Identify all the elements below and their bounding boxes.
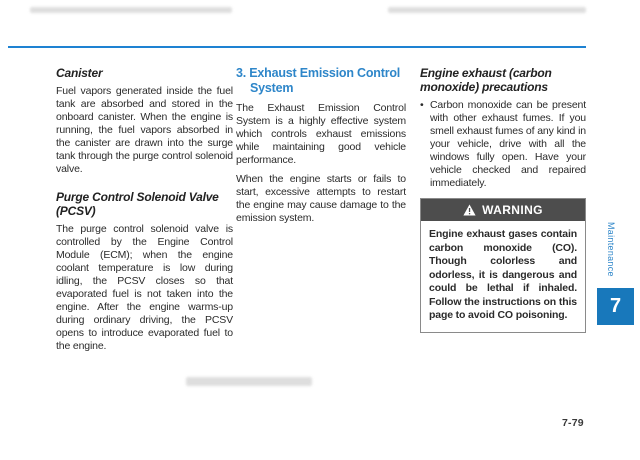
chapter-tab xyxy=(597,288,634,325)
paragraph: The Exhaust Emission Control System is a highly effective system which controls exhaust emissions while maintaining good vehicle performance. xyxy=(236,102,406,166)
warning-triangle-icon xyxy=(463,204,476,216)
section-heading: Canister xyxy=(56,66,103,80)
section-heading: Purge Control Solenoid Valve (PCSV) xyxy=(56,190,219,218)
bullet-text: Carbon monoxide can be present with other exhaust fumes. If you smell exhaust fumes of any kind in your vehicle, drive with all the windows fully open. Have your vehicle checked and repaired immediately. xyxy=(430,99,586,189)
chapter-number: 7 xyxy=(609,295,622,317)
warning-title: WARNING xyxy=(482,203,543,217)
warning-body-text: Engine exhaust gases contain carbon monoxide (CO). Though colorless and odorless, it is dangerous and could be lethal if inhaled. Follow the instructions on this page to avoid CO poisoning. xyxy=(429,228,577,321)
section-pcsv xyxy=(56,190,233,353)
page-number: 7-79 xyxy=(562,417,584,429)
bullet-item xyxy=(420,99,586,190)
bullet-marker: • xyxy=(420,99,424,111)
section-title-exhaust-emission: 3. Exhaust Emission Control System xyxy=(236,66,401,95)
section-body: Fuel vapors generated inside the fuel tank are absorbed and stored in the onboard canister. When the engine is running, the fuel vapors absorbed in the canister are drawn into the surge tank through the purge control solenoid valve. xyxy=(56,85,233,175)
section-canister xyxy=(56,66,233,176)
redacted-text-bar xyxy=(388,7,586,13)
redacted-text-bar xyxy=(186,377,312,386)
paragraph: When the engine starts or fails to start, excessive attempts to restart the engine may cause damage to the emission system. xyxy=(236,173,406,224)
chapter-name-vertical-label: Maintenance xyxy=(606,222,616,277)
warning-callout xyxy=(420,198,586,333)
column-left xyxy=(56,66,233,367)
section-heading: Engine exhaust (carbon monoxide) precautions xyxy=(420,66,552,94)
column-middle xyxy=(236,66,406,231)
warning-header xyxy=(421,199,585,221)
redacted-text-bar xyxy=(30,7,232,13)
section-body: The purge control solenoid valve is controlled by the Engine Control Module (ECM); when the engine coolant temperature is low during idling, the PCSV closes so that evaporated fuel is not taken into the engine. After the engine warms-up during ordinary driving, the PCSV opens to introduce evaporated fuel to the engine. xyxy=(56,223,233,352)
column-right xyxy=(420,66,586,333)
header-divider xyxy=(8,46,586,48)
